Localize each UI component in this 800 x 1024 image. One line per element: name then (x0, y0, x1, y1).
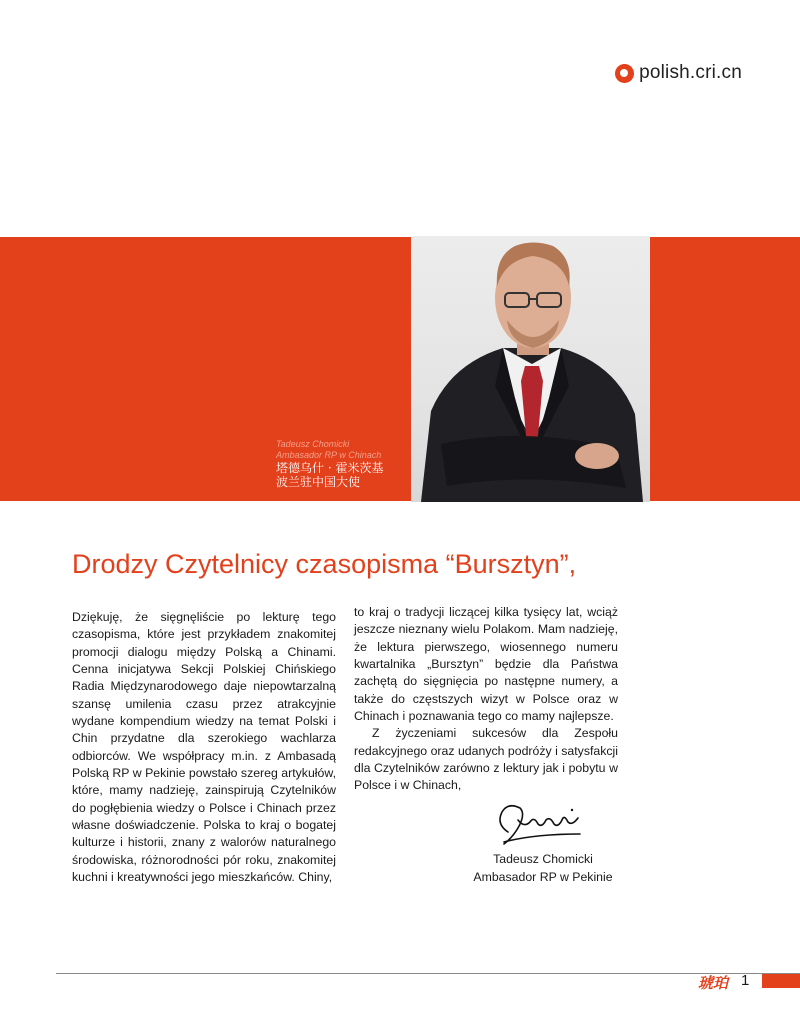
body-left-column: Dziękuję, że sięgnęliście po lekturę tego czasopisma, które jest przykładem znakomitej promocji dialogu między Polską a Chinami. Cenna inicjatywa Sekcji Polskiej Chińskiego Radia Międzynarodowego daje niepowtarzalną szansę umilenia czasu przez atrakcyjnie wydane kompendium wiedzy na temat Polski i Chin przydatne dla szerokiego wachlarza odbiorców. We współpracy m.in. z Ambasadą Polską RP w Pekinie powstało szereg artykułów, które, mamy nadzieję, zainspirują Czytelników do pogłębienia wiedzy o Polsce i Chinach przez własne doświadczenie. Polska to kraj o bogatej kulturze i historii, znany z walorów naturalnego środowiska, różnorodności pór roku, znakomitej kuchni i kreatywności jego mieszkańców. Chiny, (72, 610, 336, 885)
footer-accent-bar (762, 974, 800, 988)
caption-latin-name: Tadeusz Chomicki (276, 439, 350, 449)
site-logo (615, 62, 742, 84)
ambassador-photo (411, 236, 650, 502)
footer-rule (56, 973, 800, 974)
body-right-column (354, 604, 618, 795)
photo-caption (276, 439, 408, 489)
caption-latin-role: Ambasador RP w Chinach (276, 450, 382, 460)
logo-text: polish.cri.cn (639, 62, 742, 83)
caption-chinese-role: 波兰驻中国大使 (276, 475, 361, 489)
magazine-brand: 琥珀 (698, 974, 729, 992)
handwritten-signature (494, 798, 584, 846)
cri-logo-icon (615, 64, 634, 83)
page-number: 1 (741, 972, 750, 989)
signatory-name: Tadeusz Chomicki (493, 852, 593, 866)
closing-paragraph: Z życzeniami sukcesów dla Zespołu redakcyjnego oraz udanych podróży i satysfakcji dla Czytelników zarówno z lektury jak i pobytu w Polsce i w Chinach, (354, 726, 618, 793)
signatory-role: Ambasador RP w Pekinie (473, 870, 613, 884)
body-paragraph: to kraj o tradycji liczącej kilka tysięcy lat, wciąż jeszcze nieznany wielu Polakom. Mam nadzieję, że lektura pierwszego, wiosennego numeru kwartalnika „Bursztyn” będzie dla Państwa zachętą do sięgnięcia po następne numery, a także do częstszych wizyt w Polsce oraz w Chinach i poznawania tego co mamy najlepsze. (354, 605, 618, 724)
caption-chinese-name: 塔德乌什 · 霍米茨基 (276, 461, 384, 475)
article-headline: Drodzy Czytelnicy czasopisma “Bursztyn”, (72, 549, 577, 579)
